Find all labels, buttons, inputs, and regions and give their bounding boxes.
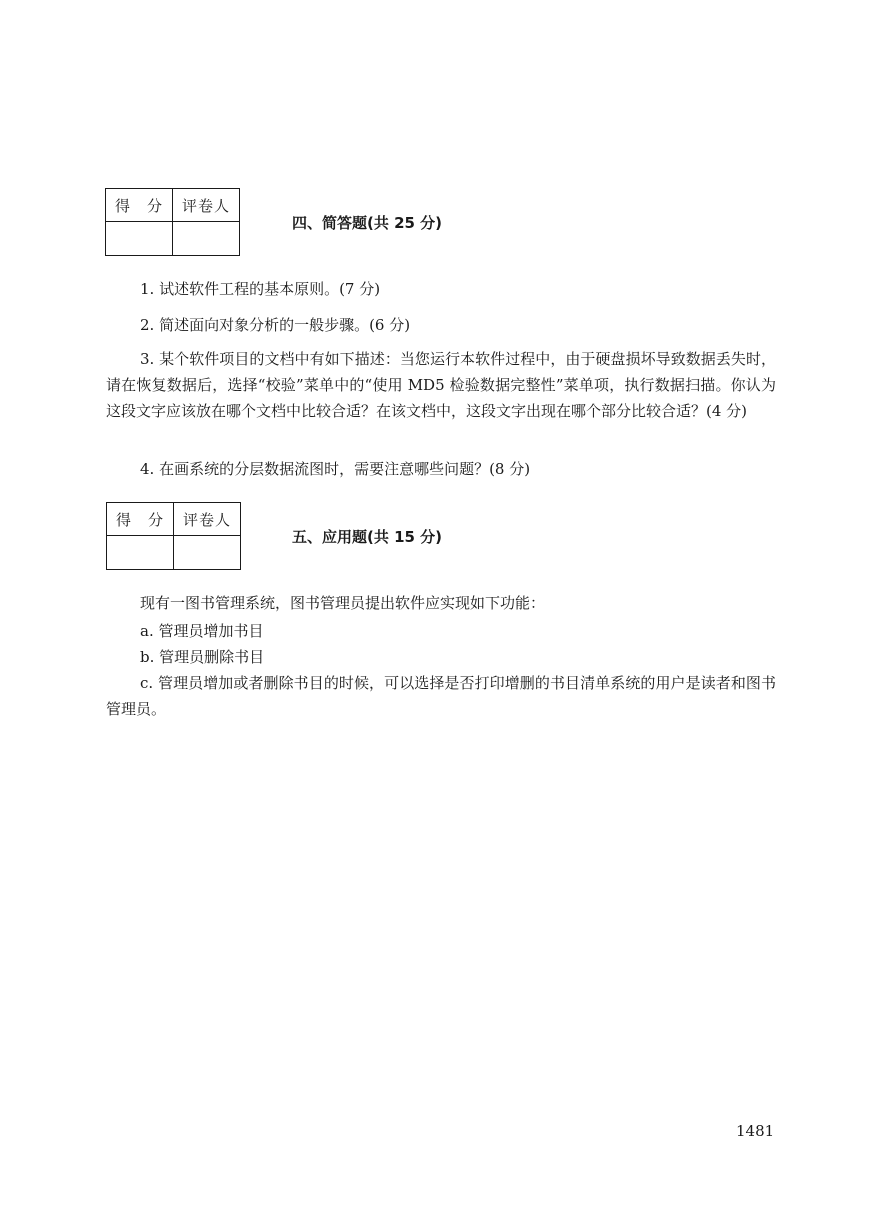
score-table-section4 bbox=[105, 188, 240, 256]
grader-header: 评卷人 bbox=[173, 189, 240, 222]
requirement-c: c. 管理员增加或者删除书目的时候，可以选择是否打印增删的书目清单系统的用户是读者和图书管理员。 bbox=[106, 674, 776, 718]
requirement-a: a. 管理员增加书目 bbox=[140, 622, 264, 640]
question-2: 2. 简述面向对象分析的一般步骤。(6 分) bbox=[140, 316, 411, 334]
problem-intro: 现有一图书管理系统，图书管理员提出软件应实现如下功能： bbox=[140, 594, 546, 612]
section5-title: 五、应用题(共 15 分) bbox=[292, 528, 443, 546]
question-3: 3. 某个软件项目的文档中有如下描述：当您运行本软件过程中，由于硬盘损坏导致数据丢失时，请在恢复数据后，选择“校验”菜单中的“使用 MD5 检验数据完整性”菜单项，执行数据扫描。你认为这段文字应该放在哪个文档中比较合适？在该文档中，这段文字出现在哪个部分比较合适？(4 分) bbox=[106, 350, 776, 420]
grader-cell bbox=[174, 536, 241, 570]
grader-header: 评卷人 bbox=[174, 503, 241, 536]
section4-title: 四、简答题(共 25 分) bbox=[292, 214, 443, 232]
question-4: 4. 在画系统的分层数据流图时，需要注意哪些问题？(8 分) bbox=[140, 460, 531, 478]
score-cell bbox=[107, 536, 174, 570]
score-header: 得 分 bbox=[106, 189, 173, 222]
score-cell bbox=[106, 222, 173, 256]
score-table-section5 bbox=[106, 502, 241, 570]
page-number: 1481 bbox=[736, 1122, 775, 1140]
requirement-b: b. 管理员删除书目 bbox=[140, 648, 265, 666]
question-1: 1. 试述软件工程的基本原则。(7 分) bbox=[140, 280, 381, 298]
grader-cell bbox=[173, 222, 240, 256]
score-header: 得 分 bbox=[107, 503, 174, 536]
